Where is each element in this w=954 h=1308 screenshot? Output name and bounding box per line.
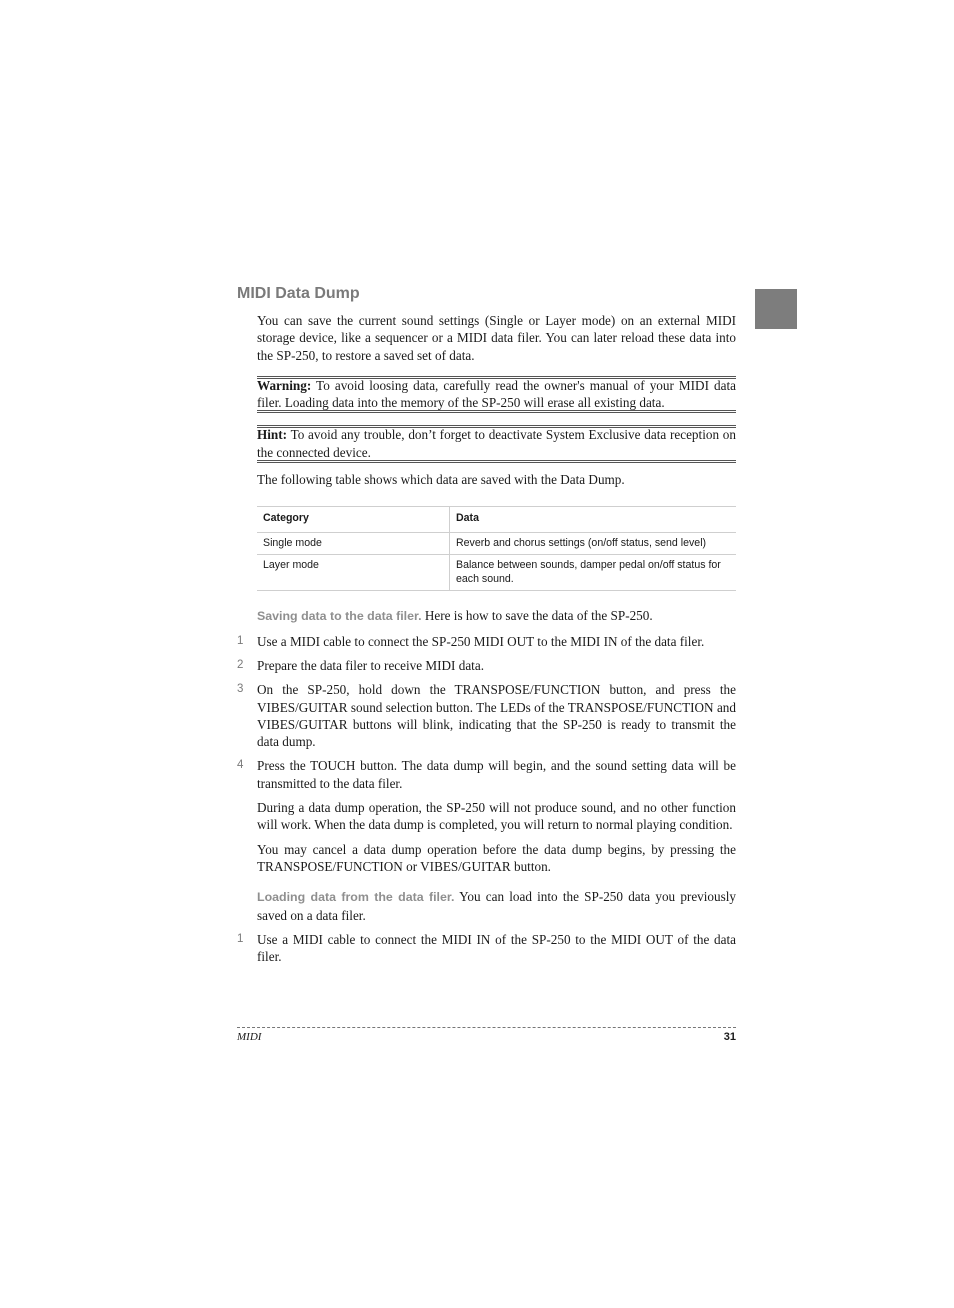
table-header-data: Data [450,507,737,533]
table-row [257,555,736,591]
loading-lead: You can load into the SP-250 data you previously saved on a data filer. [257,889,737,923]
step-text: Prepare the data filer to receive MIDI data. [257,657,485,673]
loading-heading: Loading data from the data filer. [257,890,455,905]
cancel-note: You may cancel a data dump operation before the data dump begins, by pressing the TRANSPOSE/FUNCTION or VIBES/GUITAR button. [257,841,736,874]
section-title: MIDI Data Dump [237,285,360,302]
table-row [257,532,736,555]
data-dump-note: During a data dump operation, the SP-250 will not produce sound, and no other function will work. When the data dump is completed, you will return to normal playing condition. [257,800,736,833]
step-text: Use a MIDI cable to connect the MIDI IN of the SP-250 to the MIDI OUT of the data filer. [257,931,736,965]
step-number: 1 [237,932,244,945]
saving-heading: Saving data to the data filer. [257,609,422,624]
table-cell-category: Layer mode [257,555,450,591]
footer-section-label: MIDI [237,1031,262,1043]
chapter-thumb-tab [755,289,797,329]
hint-box [257,425,736,463]
table-header-category: Category [257,507,450,533]
step-item [237,681,736,750]
footer-rule [237,1027,736,1028]
warning-label: Warning: [257,377,312,393]
step-text: Press the TOUCH button. The data dump will begin, and the sound setting data will be transmitted to the data filer. [257,758,736,791]
step-text: On the SP-250, hold down the TRANSPOSE/FUNCTION button, and press the VIBES/GUITAR sound selection button. The LEDs of the TRANSPOSE/FUNCTION and VIBES/GUITAR buttons will blink, indicating that the SP-250 is ready to transmit the data dump. [257,682,736,750]
page-number: 31 [723,1031,736,1043]
saving-lead: Here is how to save the data of the SP-250. [421,608,653,624]
table-cell-category: Single mode [257,532,450,555]
content-body [237,312,737,972]
table-cell-data: Reverb and chorus settings (on/off status, send level) [450,532,737,555]
hint-text: To avoid any trouble, don’t forget to deactivate System Exclusive data reception on the connected device. [257,427,736,460]
warning-paragraph [257,377,736,412]
step-item [237,931,736,966]
hint-paragraph [257,426,736,461]
table-cell-data: Balance between sounds, damper pedal on/off status for each sound. [450,555,737,591]
data-dump-table [257,506,736,591]
hint-label: Hint: [257,427,288,443]
step-number: 2 [237,658,244,671]
step-item [237,757,736,875]
step-number: 4 [237,759,244,772]
step-number: 1 [237,634,244,647]
step-text: Use a MIDI cable to connect the SP-250 MIDI OUT to the MIDI IN of the data filer. [257,633,705,649]
step-item [237,633,736,650]
loading-intro [257,888,736,924]
warning-text: To avoid loosing data, carefully read the owner's manual of your MIDI data filer. Loading data into the memory of the SP-250 will erase all existing data. [257,377,736,411]
warning-box [257,376,736,414]
table-header-row [257,507,736,533]
intro-paragraph: You can save the current sound settings (Single or Layer mode) on an external MIDI storage device, like a sequencer or a MIDI data filer. You can later reload these data into the SP-250, to restore a saved set of data. [257,313,736,363]
saving-intro [257,607,736,625]
step-item [237,657,736,674]
step-number: 3 [237,683,244,696]
table-intro: The following table shows which data are saved with the Data Dump. [257,472,625,488]
